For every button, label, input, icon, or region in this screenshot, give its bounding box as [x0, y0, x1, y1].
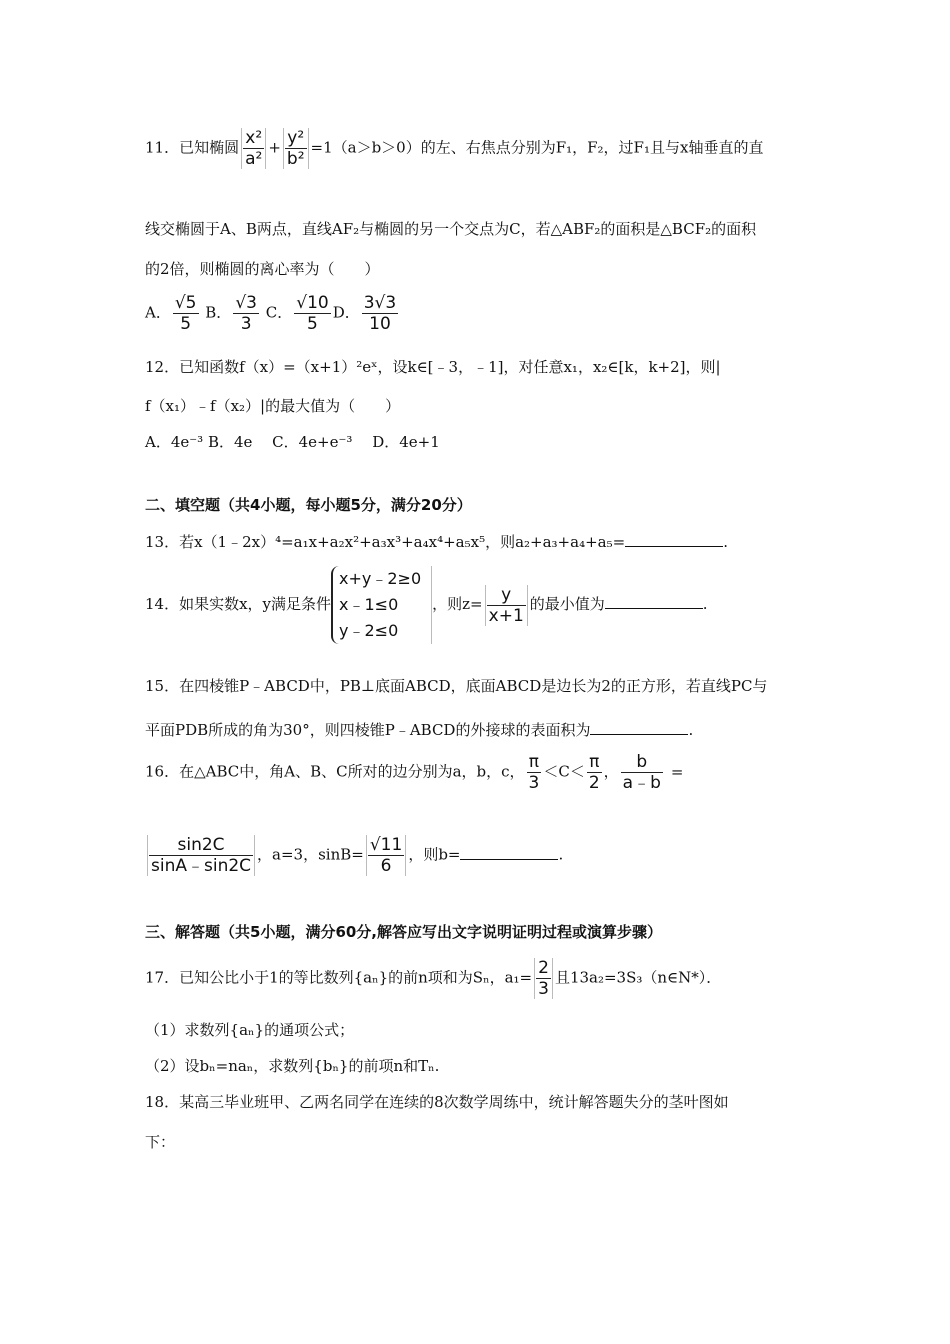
q11-line1: 11．已知椭圆 $\frac{\text{x²}}{\text{a²}}$ + $\frac{\text{y²}}{\text{b²}}$ =1（a＞b＞0）的左、右焦点分别为F₁，F₂，过F₁且与x轴垂直的直: [145, 128, 764, 169]
q15-line1: 15．在四棱锥P﹣ABCD中，PB⊥底面ABCD，底面ABCD是边长为2的正方形，若直线PC与: [145, 677, 768, 695]
answer-blank: [590, 718, 688, 735]
answer-blank: [460, 843, 558, 860]
fraction-2-3: $\frac{2}{3}$: [534, 958, 553, 999]
section-3-title: 三、解答题（共5小题，满分60分,解答应写出文字说明证明过程或演算步骤）: [145, 923, 663, 941]
q11-line3: 的2倍，则椭圆的离心率为（ ）: [145, 260, 380, 278]
fraction-pi-2: $\frac{\pi}{2}$: [588, 752, 600, 793]
q15-line2: 平面PDB所成的角为30°，则四棱锥P﹣ABCD的外接球的表面积为 .: [145, 718, 693, 740]
fraction-y-over-x1: $\frac{y}{x+1}$: [485, 585, 528, 626]
q18-line2: 下：: [145, 1133, 176, 1151]
section-2-title: 二、填空题（共4小题，每小题5分，满分20分）: [145, 496, 472, 514]
option-c-fraction: $\frac{√10}{5}$: [296, 293, 329, 334]
q18-line1: 18．某高三毕业班甲、乙两名同学在连续的8次数学周练中，统计解答题失分的茎叶图如: [145, 1093, 729, 1111]
fraction-x2-a2: $\frac{\text{x²}}{\text{a²}}$: [241, 128, 266, 169]
q17-part1: （1）求数列{aₙ}的通项公式；: [145, 1021, 355, 1039]
fraction-sin2c: $\frac{\sin 2C}{\sin A﹣\sin 2C}$: [147, 835, 255, 876]
q16-line1: 16．在△ABC中，角A、B、C所对的边分别为a，b，c， $\frac{\pi}{3}$ ＜C＜ $\frac{\pi}{2}$ ， $\frac{b}{a﹣b}$ =: [145, 752, 684, 793]
answer-blank: [605, 592, 703, 609]
q12-line2: f（x₁）﹣f（x₂）|的最大值为（ ）: [145, 397, 401, 415]
q12-options: A．4e⁻³ B．4e C．4e+e⁻³ D．4e+1: [145, 433, 440, 451]
fraction-sqrt11-6: $\frac{√11}{6}$: [366, 835, 406, 876]
q11-line2: 线交椭圆于A、B两点，直线AF₂与椭圆的另一个交点为C，若△ABF₂的面积是△BCF₂的面积: [145, 220, 757, 238]
fraction-b-over-a-b: $\frac{b}{a﹣b}$: [622, 752, 661, 793]
q13: 13．若x（1﹣2x）⁴=a₁x+a₂x²+a₃x³+a₄x⁴+a₅x⁵，则a₂+a₃+a₄+a₅= .: [145, 530, 728, 552]
q11-options: A． $\frac{√5}{5}$ B． $\frac{√3}{3}$ C． $\frac{√10}{5}$ D． $\frac{3√3}{10}$: [145, 293, 397, 334]
q17-line1: 17．已知公比小于1的等比数列{aₙ}的前n项和为Sₙ，a₁= $\frac{2}{3}$ 且13a₂=3S₃（n∈N*）．: [145, 958, 722, 999]
q12-line1: 12．已知函数f（x）=（x+1）²eˣ，设k∈[﹣3，﹣1]，对任意x₁，x₂∈[k，k+2]，则|: [145, 358, 721, 376]
option-b-fraction: $\frac{√3}{3}$: [235, 293, 257, 334]
answer-blank: [625, 530, 723, 547]
q16-line2: $\frac{\sin 2C}{\sin A﹣\sin 2C}$ ，a=3，sinB= $\frac{√11}{6}$ ，则b= .: [145, 835, 563, 876]
option-a-fraction: $\frac{√5}{5}$: [174, 293, 197, 334]
option-d-fraction: $\frac{3√3}{10}$: [363, 293, 397, 334]
fraction-pi-3: $\frac{\pi}{3}$: [528, 752, 540, 793]
q17-part2: （2）设bₙ=naₙ，求数列{bₙ}的前项n和Tₙ.: [145, 1057, 440, 1075]
q14: 14．如果实数x，y满足条件 x+y﹣2≥0 x﹣1≤0 y﹣2≤0 ，则z= $\frac{y}{x+1}$ 的最小值为 .: [145, 566, 708, 644]
fraction-y2-b2: $\frac{\text{y²}}{\text{b²}}$: [283, 128, 309, 169]
constraint-system: x+y﹣2≥0 x﹣1≤0 y﹣2≤0: [331, 566, 432, 644]
